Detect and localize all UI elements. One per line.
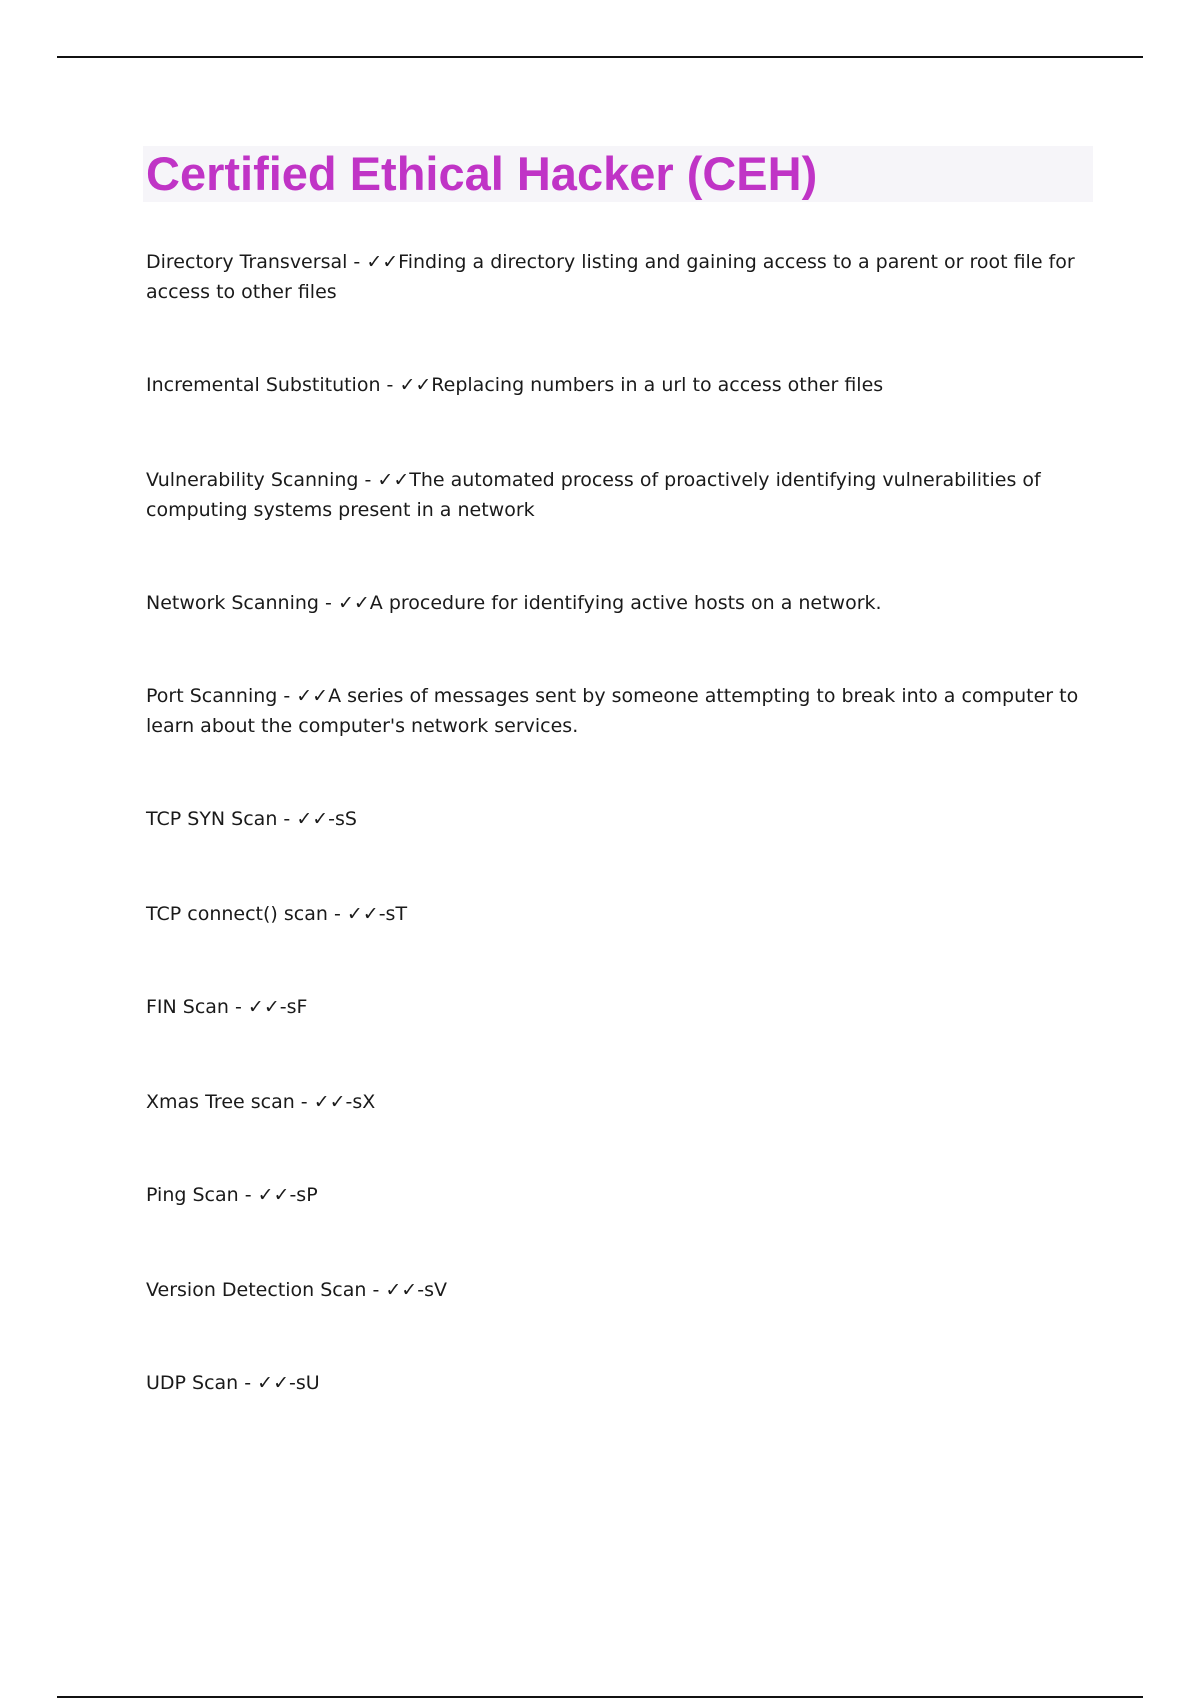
entry-separator: - <box>327 903 347 925</box>
entry-separator: - <box>294 1091 314 1113</box>
entry-separator: - <box>277 808 297 830</box>
entry-definition: -sS <box>328 808 357 830</box>
entry-separator: - <box>366 1279 386 1301</box>
entry-term: Xmas Tree scan <box>146 1091 295 1113</box>
flashcard-entry <box>146 992 1096 1022</box>
flashcard-entry <box>146 1087 1096 1117</box>
entry-definition: A series of messages sent by someone attempting to break into a computer to learn about the computer's network services. <box>146 685 1079 737</box>
entry-separator: - <box>238 1184 258 1206</box>
document-title: Certified Ethical Hacker (CEH) <box>146 147 818 200</box>
check-mark-icon: ✓✓ <box>257 1372 290 1394</box>
entry-definition: -sF <box>279 996 308 1018</box>
entry-definition: Replacing numbers in a url to access other files <box>431 374 884 396</box>
entry-separator: - <box>277 685 297 707</box>
entry-term: Incremental Substitution <box>146 374 381 396</box>
check-mark-icon: ✓✓ <box>296 685 329 707</box>
entry-separator: - <box>358 469 378 491</box>
entry-definition: Finding a directory listing and gaining access to a parent or root file for access to other files <box>146 251 1075 303</box>
flashcard-entry <box>146 1275 1096 1305</box>
entry-term: FIN Scan <box>146 996 229 1018</box>
check-mark-icon: ✓✓ <box>337 592 370 614</box>
entry-separator: - <box>319 592 338 614</box>
entry-term: Network Scanning <box>146 592 319 614</box>
check-mark-icon: ✓✓ <box>247 996 280 1018</box>
check-mark-icon: ✓✓ <box>399 374 432 396</box>
entry-separator: - <box>380 374 400 396</box>
entry-definition: -sU <box>289 1372 320 1394</box>
flashcard-entry <box>146 465 1096 525</box>
check-mark-icon: ✓✓ <box>257 1184 290 1206</box>
check-mark-icon: ✓✓ <box>377 469 410 491</box>
entry-definition: -sV <box>417 1279 447 1301</box>
check-mark-icon: ✓✓ <box>296 808 329 830</box>
entry-term: Directory Transversal <box>146 251 348 273</box>
flashcard-entry <box>146 804 1096 834</box>
entry-term: Ping Scan <box>146 1184 239 1206</box>
entry-separator: - <box>347 251 367 273</box>
entry-term: Vulnerability Scanning <box>146 469 359 491</box>
entry-definition: -sT <box>378 903 408 925</box>
entry-definition: The automated process of proactively identifying vulnerabilities of computing systems present in a network <box>146 469 1041 521</box>
check-mark-icon: ✓✓ <box>346 903 379 925</box>
flashcard-entry <box>146 681 1096 741</box>
entry-term: UDP Scan <box>146 1372 239 1394</box>
flashcard-entry <box>146 588 1096 618</box>
entry-term: TCP SYN Scan <box>146 808 278 830</box>
entry-definition: -sP <box>289 1184 318 1206</box>
flashcard-entry <box>146 370 1096 400</box>
flashcard-entry <box>146 899 1096 929</box>
entry-definition: -sX <box>345 1091 376 1113</box>
flashcard-entry <box>146 1180 1096 1210</box>
entry-separator: - <box>238 1372 258 1394</box>
entry-term: Port Scanning <box>146 685 278 707</box>
check-mark-icon: ✓✓ <box>385 1279 418 1301</box>
entry-term: TCP connect() scan <box>146 903 328 925</box>
check-mark-icon: ✓✓ <box>313 1091 346 1113</box>
entry-separator: - <box>228 996 248 1018</box>
entry-term: Version Detection Scan <box>146 1279 367 1301</box>
entry-definition: A procedure for identifying active hosts on a network. <box>369 592 882 614</box>
top-rule <box>57 56 1143 58</box>
bottom-rule <box>57 1696 1143 1698</box>
check-mark-icon: ✓✓ <box>366 251 399 273</box>
flashcard-entry <box>146 247 1096 307</box>
flashcard-entry <box>146 1368 1096 1398</box>
